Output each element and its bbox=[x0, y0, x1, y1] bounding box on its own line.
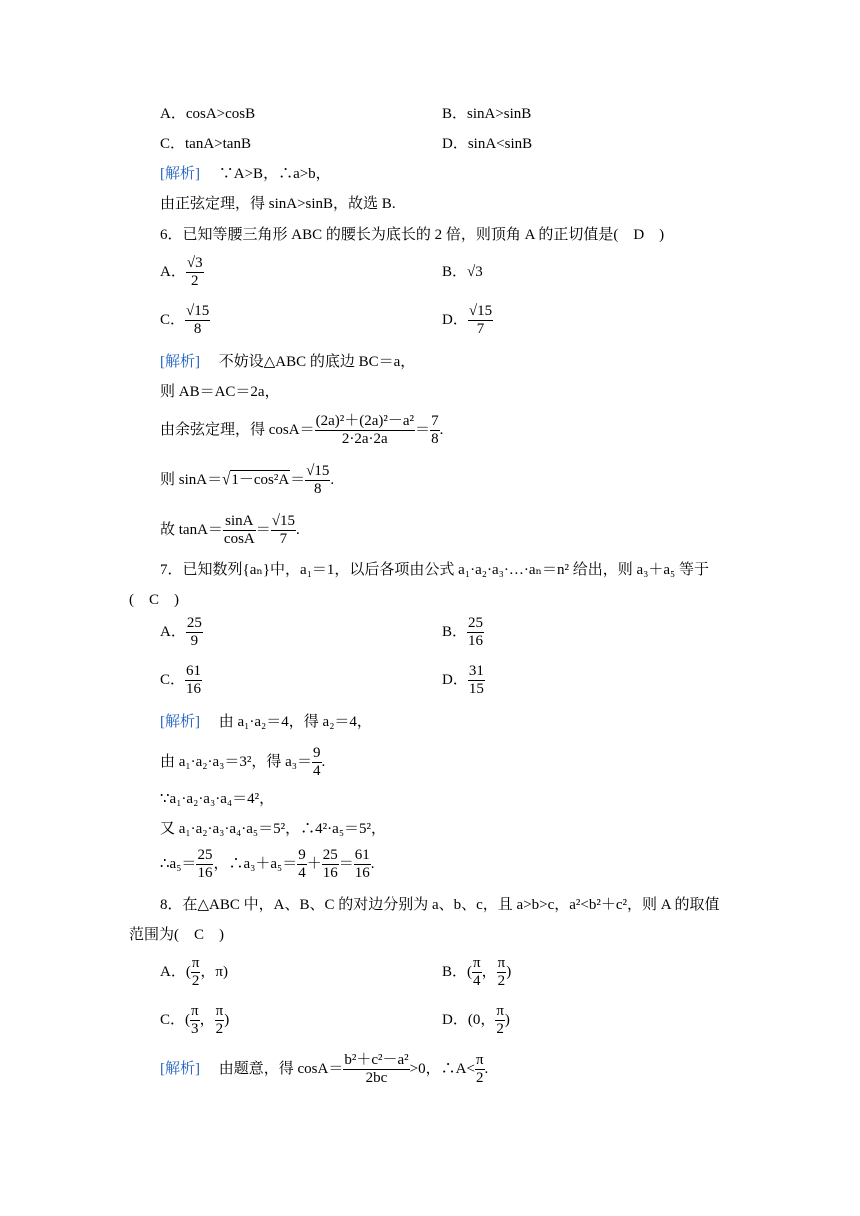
q7-option-a: A． $\frac{25}{9}$ bbox=[160, 615, 202, 649]
analysis-tag: [解析] bbox=[160, 1060, 200, 1077]
fraction: $\frac{√15}{8}$ bbox=[306, 463, 330, 497]
q6-stem: 6．已知等腰三角形 ABC 的腰长为底长的 2 倍，则顶角 A 的正切值是( D ) bbox=[160, 227, 665, 243]
q6-option-b: B．√3 bbox=[442, 264, 483, 280]
q8-option-c: C．( $\frac{\pi}{3}$ ， $\frac{\pi}{2}$ ) bbox=[160, 1003, 230, 1037]
fraction: $\frac{√3}{2}$ bbox=[186, 255, 203, 289]
q5-analysis bbox=[160, 165, 331, 183]
q6-analysis-line5: 故 tanA＝ $\frac{\sin A}{\cos A}$ ＝ $\frac{√15}{7}$ . bbox=[160, 513, 300, 547]
q6-option-d: D． $\frac{√15}{7}$ bbox=[442, 303, 493, 337]
q8-analysis: [解析] 由题意，得 cosA＝ $\frac{\text{b²＋c²－a²}}{2bc}$ >0，∴A< $\frac{\pi}{2}$ . bbox=[160, 1052, 489, 1086]
q5-analysis-line1: ∵A>B，∴a>b， bbox=[218, 166, 331, 182]
q5-option-d: D．sinA<sinB bbox=[442, 136, 533, 152]
analysis-tag: [解析] bbox=[160, 714, 200, 730]
q7-analysis bbox=[160, 713, 372, 731]
q6-analysis-line2: 则 AB＝AC＝2a， bbox=[160, 384, 280, 400]
q7-option-c: C． $\frac{61}{16}$ bbox=[160, 663, 202, 697]
fraction: $\frac{\pi}{2}$ bbox=[215, 1003, 224, 1037]
q8-option-a: A．( $\frac{\pi}{2}$ ，π) bbox=[160, 955, 228, 989]
fraction: $\frac{\sin A}{\cos A}$ bbox=[223, 513, 255, 547]
q6-option-c: C． $\frac{√15}{8}$ bbox=[160, 303, 210, 337]
q5-option-b: B．sinA>sinB bbox=[442, 106, 532, 122]
q7-stem-line1: 7．已知数列{aₙ}中，a₁＝1，以后各项由公式 a₁·a₂·a₃·…·aₙ＝n² 给出，则 a₃＋a₅ 等于 bbox=[160, 562, 709, 578]
q7-analysis-line3: ∵a₁·a₂·a₃·a₄＝4²， bbox=[160, 791, 275, 807]
q5-option-a: A．cosA>cosB bbox=[160, 106, 256, 122]
q6-option-a: A． $\frac{√3}{2}$ bbox=[160, 255, 203, 289]
fraction: $\frac{25}{16}$ bbox=[197, 847, 213, 881]
fraction: $\frac{7}{8}$ bbox=[431, 413, 439, 447]
q8-stem-line1: 8．在△ABC 中，A、B、C 的对边分别为 a、b、c，且 a>b>c，a²<b²＋c²，则 A 的取值 bbox=[160, 897, 720, 913]
q6-analysis-line3: 由余弦定理，得 cosA＝ $\frac{\text{(2a)²＋(2a)²－a²}}{2\cdot 2a\cdot 2a}$ ＝ $\frac{7}{8}$ . bbox=[160, 413, 444, 447]
fraction: $\frac{\text{b²＋c²－a²}}{2bc}$ bbox=[344, 1052, 409, 1086]
q7-analysis-line4: 又 a₁·a₂·a₃·a₄·a₅＝5²，∴4²·a₅＝5²， bbox=[160, 821, 387, 837]
fraction: $\frac{\text{(2a)²＋(2a)²－a²}}{2\cdot 2a\cdot 2a}$ bbox=[315, 413, 415, 447]
fraction: $\frac{25}{9}$ bbox=[186, 615, 202, 649]
fraction: $\frac{\pi}{2}$ bbox=[475, 1052, 484, 1086]
q8-option-d: D．(0， $\frac{\pi}{2}$ ) bbox=[442, 1003, 510, 1037]
fraction: $\frac{\pi}{2}$ bbox=[496, 1003, 504, 1037]
fraction: $\frac{25}{16}$ bbox=[322, 847, 338, 881]
fraction: $\frac{9}{4}$ bbox=[298, 847, 306, 881]
q8-option-b: B．( $\frac{\pi}{4}$ ， $\frac{\pi}{2}$ ) bbox=[442, 955, 512, 989]
fraction: $\frac{√15}{7}$ bbox=[271, 513, 295, 547]
fraction: $\frac{\pi}{3}$ bbox=[191, 1003, 199, 1037]
q7-analysis-line1: 由 a₁·a₂＝4，得 a₂＝4， bbox=[218, 714, 372, 730]
fraction: $\frac{√15}{8}$ bbox=[186, 303, 210, 337]
q6-analysis-line1: 不妨设△ABC 的底边 BC＝a， bbox=[218, 354, 416, 370]
analysis-tag: [解析] bbox=[160, 166, 200, 182]
fraction: $\frac{\pi}{4}$ bbox=[473, 955, 481, 989]
fraction: $\frac{9}{4}$ bbox=[313, 745, 321, 779]
q5-analysis-line2: 由正弦定理，得 sinA>sinB，故选 B. bbox=[160, 196, 396, 212]
q7-stem-line2: ( C ) bbox=[129, 592, 179, 608]
q7-option-b: B． $\frac{25}{16}$ bbox=[442, 615, 484, 649]
q7-option-d: D． $\frac{31}{15}$ bbox=[442, 663, 484, 697]
fraction: $\frac{√15}{7}$ bbox=[468, 303, 493, 337]
q7-analysis-line5: ∴a₅＝ $\frac{25}{16}$ ，∴a₃＋a₅＝ $\frac{9}{4}$ ＋ $\frac{25}{16}$ ＝ $\frac{61}{16}$ . bbox=[160, 847, 375, 881]
fraction: $\frac{\pi}{2}$ bbox=[191, 955, 200, 989]
fraction: $\frac{61}{16}$ bbox=[186, 663, 202, 697]
q6-analysis-line4: 则 sinA＝√1－cos²A＝ $\frac{√15}{8}$ . bbox=[160, 463, 335, 497]
analysis-tag: [解析] bbox=[160, 354, 200, 370]
q8-stem-line2: 范围为( C ) bbox=[129, 927, 224, 943]
fraction: $\frac{\pi}{2}$ bbox=[497, 955, 506, 989]
q6-analysis bbox=[160, 353, 415, 371]
fraction: $\frac{25}{16}$ bbox=[468, 615, 484, 649]
q5-option-c: C．tanA>tanB bbox=[160, 136, 251, 152]
fraction: $\frac{61}{16}$ bbox=[354, 847, 370, 881]
q7-analysis-line2: 由 a₁·a₂·a₃＝3²，得 a₃＝ $\frac{9}{4}$ . bbox=[160, 745, 326, 779]
fraction: $\frac{31}{15}$ bbox=[468, 663, 484, 697]
